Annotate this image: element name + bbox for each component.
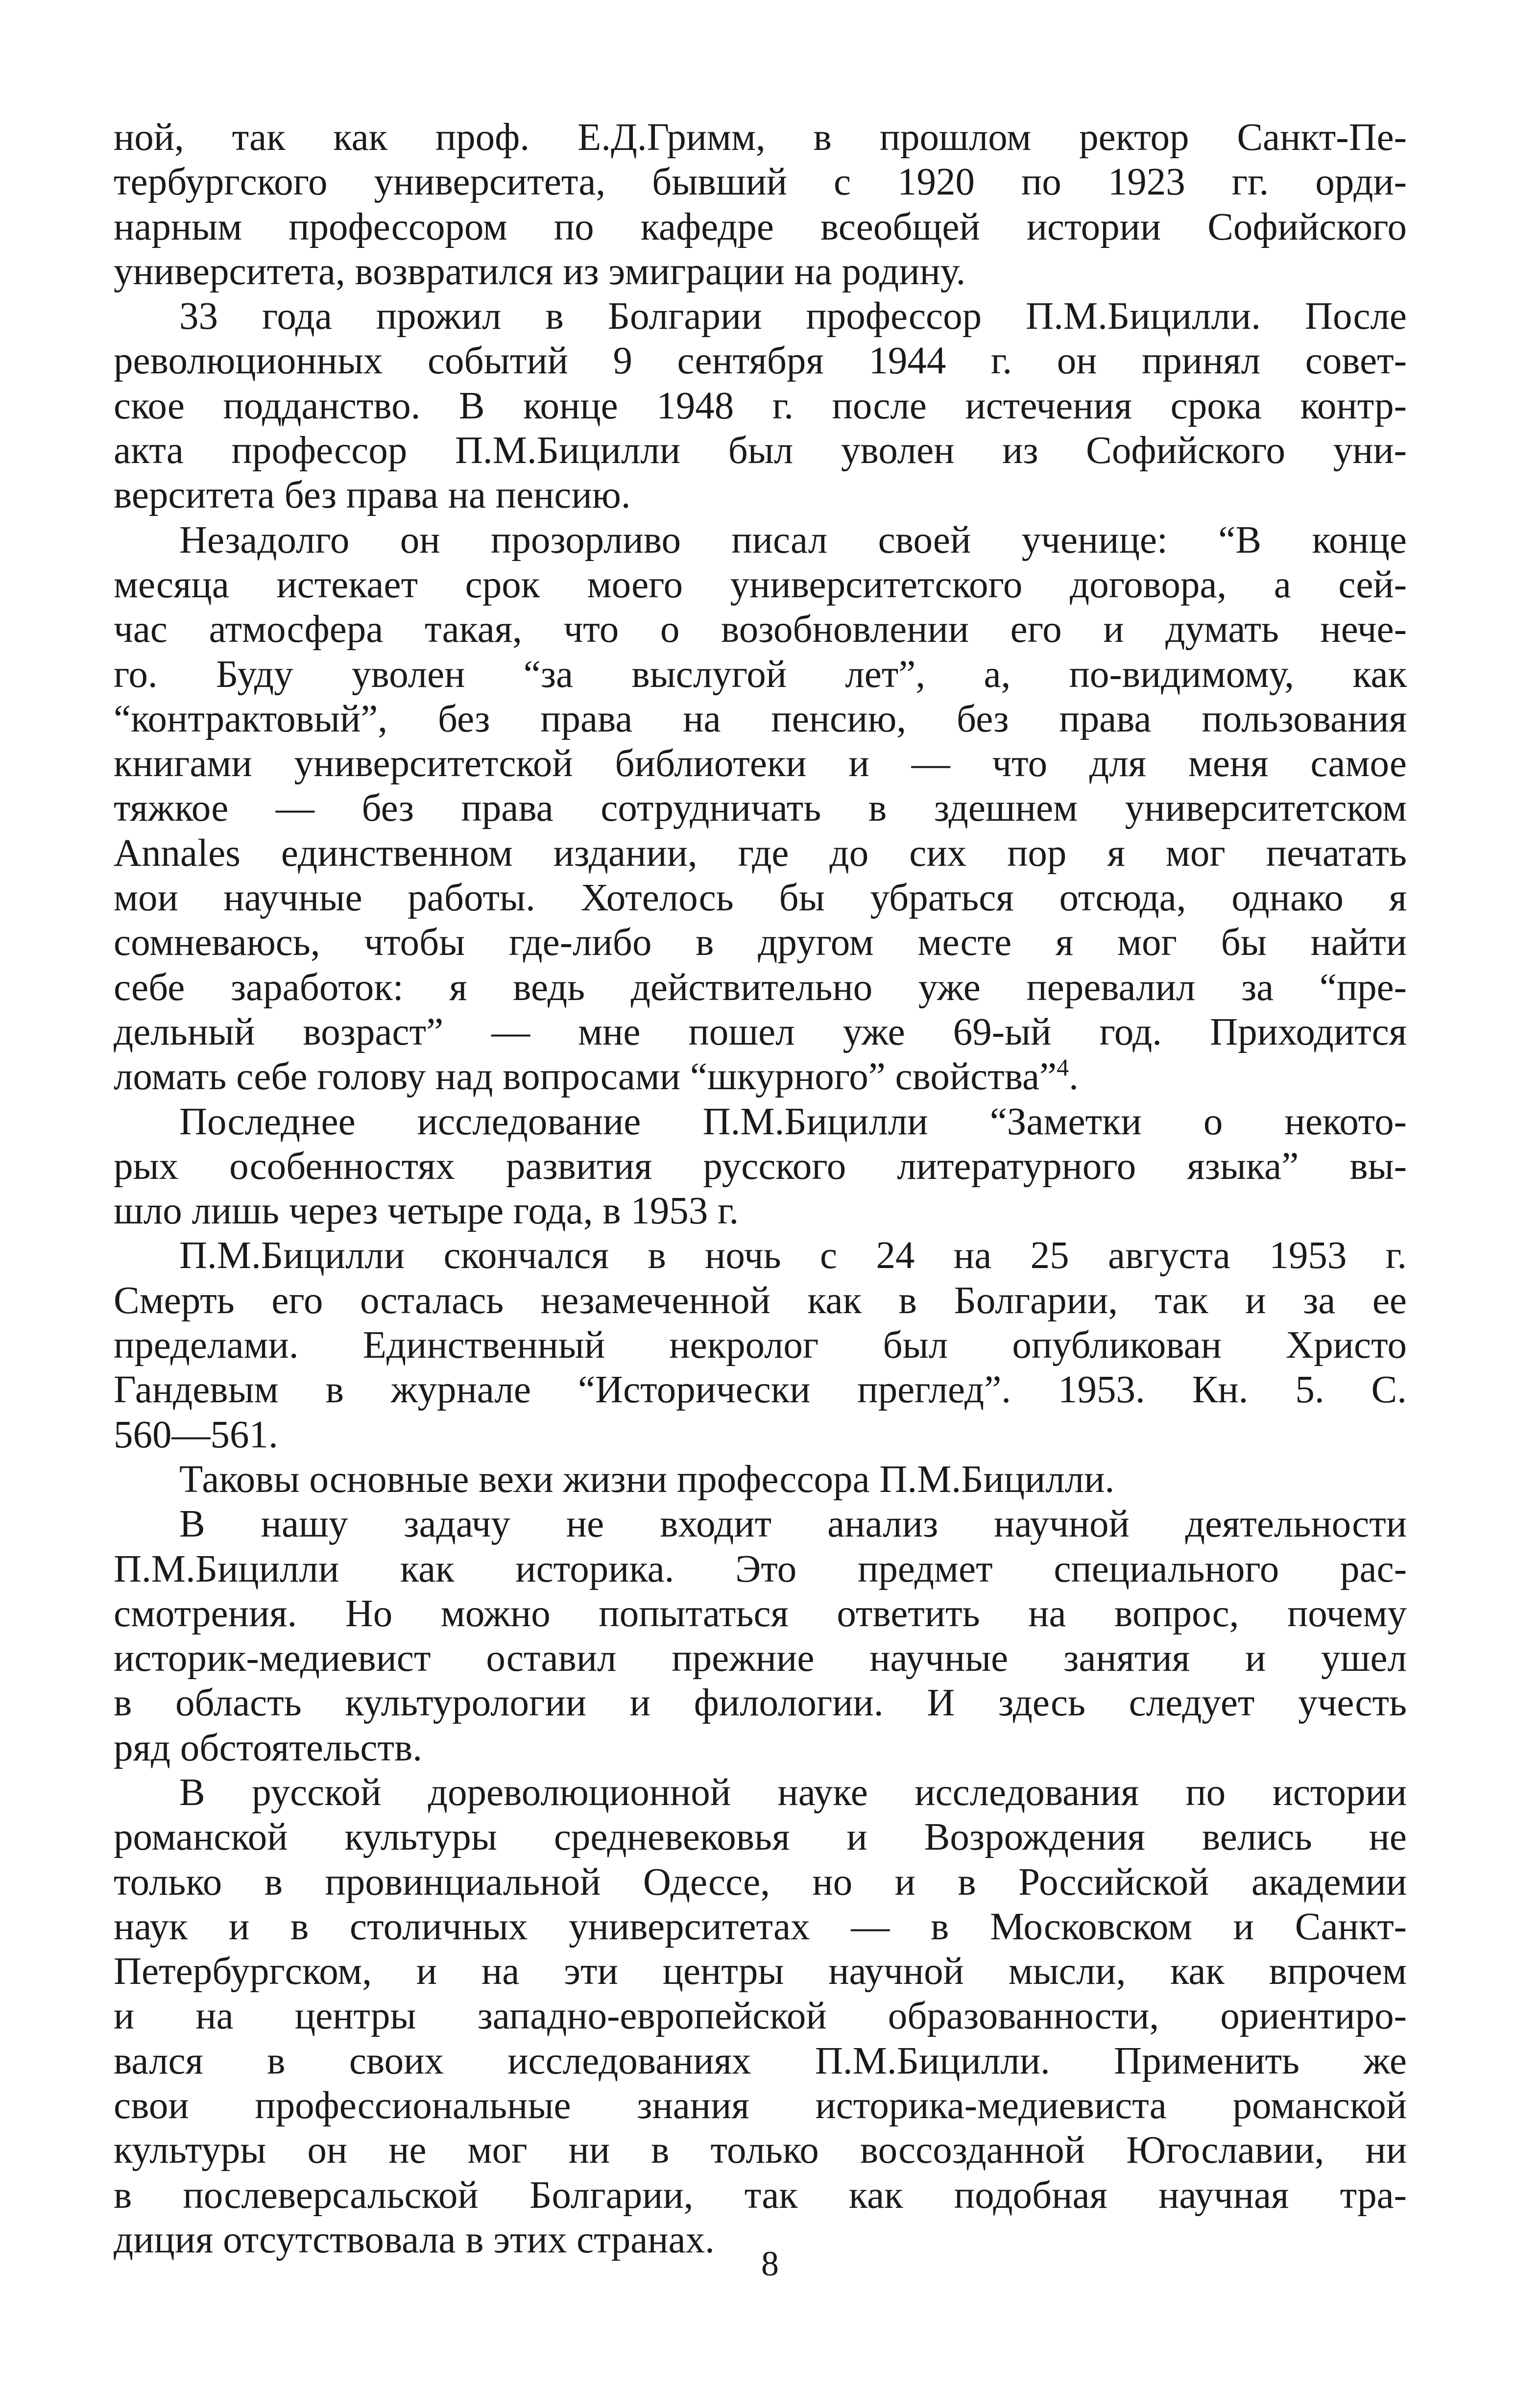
text-line: культуры он не мог ни в только воссозданной Югославии, ни <box>114 2129 1407 2172</box>
text-line: только в провинциальной Одессе, но и в Российской академии <box>114 1860 1407 1904</box>
footnote-reference[interactable]: 4 <box>1057 1053 1069 1081</box>
text-line: нарным профессором по кафедре всеобщей истории Софийского <box>114 205 1407 248</box>
text-line: наук и в столичных университетах — в Московском и Санкт- <box>114 1905 1407 1948</box>
text-line: ское подданство. В конце 1948 г. после истечения срока контр- <box>114 384 1407 427</box>
text-line: рых особенностях развития русского литературного языка” вы- <box>114 1145 1407 1188</box>
paragraph <box>114 1502 1407 1770</box>
text-line: 560—561. <box>114 1413 278 1456</box>
text-line: мои научные работы. Хотелось бы убраться отсюда, однако я <box>114 877 1407 920</box>
text-line: час атмосфера такая, что о возобновлении его и думать нече- <box>114 608 1407 651</box>
text-line: месяца истекает срок моего университетского договора, а сей- <box>114 563 1407 606</box>
text-line: романской культуры средневековья и Возрождения велись не <box>114 1816 1407 1859</box>
text-line: “контрактовый”, без права на пенсию, без права пользования <box>114 697 1407 740</box>
text-line: Таковы основные вехи жизни профессора П.М.Бицилли. <box>179 1458 1115 1501</box>
text-line: книгами университетской библиотеки и — что для меня самое <box>114 742 1407 785</box>
text-line: смотрения. Но можно попытаться ответить на вопрос, почему <box>114 1592 1407 1635</box>
paragraph <box>114 1099 1407 1234</box>
line-text: ломать себе голову над вопросами “шкурного” свойства” <box>114 1055 1057 1099</box>
text-line: себе заработок: я ведь действительно уже перевалил за “пре- <box>114 966 1407 1009</box>
paragraph <box>114 1233 1407 1457</box>
text-line: П.М.Бицилли как историка. Это предмет специального рас- <box>114 1547 1407 1590</box>
text-line: го. Буду уволен “за выслугой лет”, а, по-видимому, как <box>114 653 1407 696</box>
text-line: университета, возвратился из эмиграции на родину. <box>114 250 966 293</box>
text-line: Annales единственном издании, где до сих пор я мог печатать <box>114 831 1407 875</box>
text-line: пределами. Единственный некролог был опубликован Христо <box>114 1324 1407 1367</box>
text-line: Последнее исследование П.М.Бицилли “Заметки о некото- <box>179 1100 1407 1143</box>
text-line: революционных событий 9 сентября 1944 г. он принял совет- <box>114 340 1407 383</box>
text-line: Смерть его осталась незамеченной как в Болгарии, так и за ее <box>114 1279 1407 1322</box>
text-line: верситета без права на пенсию. <box>114 474 631 517</box>
paragraph <box>114 294 1407 517</box>
paragraph <box>114 518 1407 1099</box>
line-trailing: . <box>1069 1055 1079 1099</box>
page-number: 8 <box>761 2244 779 2283</box>
text-line: дельный возраст” — мне пошел уже 69-ый год. Приходится <box>114 1010 1407 1053</box>
text-line: вался в своих исследованиях П.М.Бицилли. Применить же <box>114 2039 1407 2082</box>
text-line: Гандевым в журнале “Исторически преглед”. 1953. Кн. 5. С. <box>114 1368 1407 1412</box>
text-line: и на центры западно-европейской образованности, ориентиро- <box>114 1995 1407 2038</box>
text-line: акта профессор П.М.Бицилли был уволен из Софийского уни- <box>114 429 1407 472</box>
text-line: шло лишь через четыре года, в 1953 г. <box>114 1190 739 1233</box>
text-line: сомневаюсь, чтобы где-либо в другом месте я мог бы найти <box>114 921 1407 964</box>
paragraph <box>114 1457 1407 1502</box>
text-line: свои профессиональные знания историка-медиевиста романской <box>114 2084 1407 2127</box>
page-body <box>114 115 1407 2262</box>
text-line: историк-медиевист оставил прежние научные занятия и ушел <box>114 1637 1407 1680</box>
text-line: ной, так как проф. Е.Д.Гримм, в прошлом ректор Санкт-Пе- <box>114 116 1407 159</box>
paragraph <box>114 1770 1407 2262</box>
text-line: ряд обстоятельств. <box>114 1726 423 1769</box>
text-line: в послеверсальской Болгарии, так как подобная научная тра- <box>114 2174 1407 2217</box>
text-line: 33 года прожил в Болгарии профессор П.М.Бицилли. После <box>179 295 1407 338</box>
text-line: В русской дореволюционной науке исследования по истории <box>179 1771 1407 1814</box>
text-line <box>114 1054 1407 1099</box>
text-line: Петербургском, и на эти центры научной мысли, как впрочем <box>114 1950 1407 1993</box>
text-line: В нашу задачу не входит анализ научной деятельности <box>179 1503 1407 1546</box>
text-line: тяжкое — без права сотрудничать в здешнем университетском <box>114 787 1407 830</box>
text-line: диция отсутствовала в этих странах. <box>114 2218 715 2261</box>
text-line: Незадолго он прозорливо писал своей ученице: “В конце <box>179 518 1407 562</box>
text-line: тербургского университета, бывший с 1920 по 1923 гг. орди- <box>114 161 1407 204</box>
text-line: П.М.Бицилли скончался в ночь с 24 на 25 августа 1953 г. <box>179 1234 1407 1277</box>
paragraph <box>114 115 1407 294</box>
text-line: в область культурологии и филологии. И здесь следует учесть <box>114 1682 1407 1725</box>
